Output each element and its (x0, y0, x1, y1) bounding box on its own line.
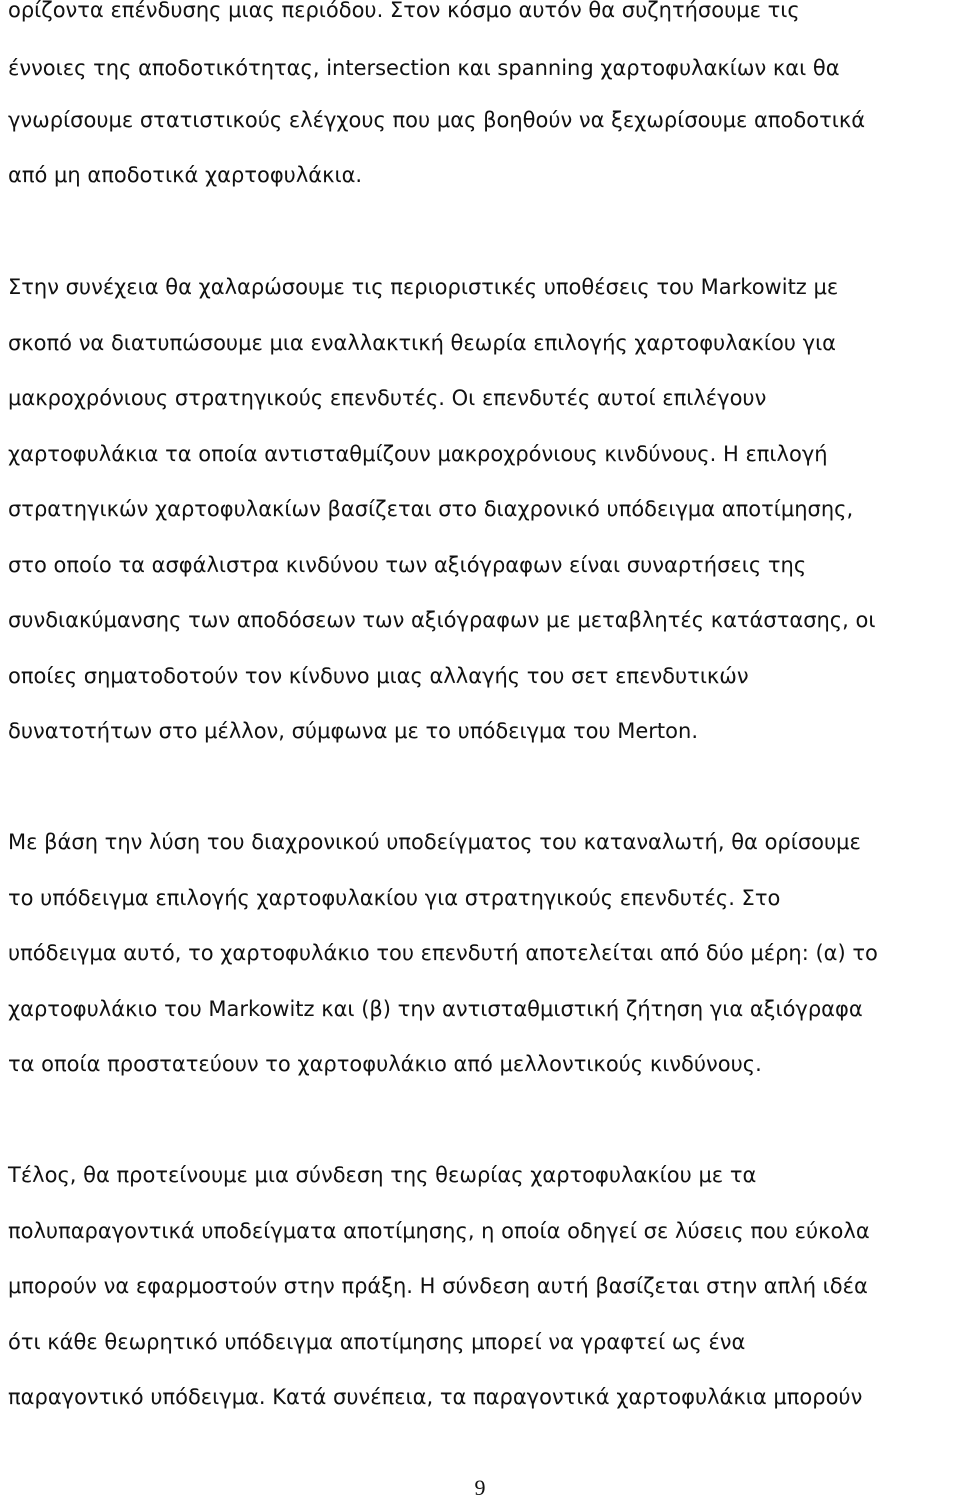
text-line: μπορούν να εφαρμοστούν στην πράξη. Η σύνδεση αυτή βασίζεται στην απλή ιδέα (8, 1274, 868, 1298)
text-line: οποίες σηματοδοτούν τον κίνδυνο μιας αλλαγής του σετ επενδυτικών (8, 664, 749, 688)
text-line: στρατηγικών χαρτοφυλακίων βασίζεται στο διαχρονικό υπόδειγμα αποτίμησης, (8, 497, 854, 521)
text-line: πολυπαραγοντικά υποδείγματα αποτίμησης, η οποία οδηγεί σε λύσεις που εύκολα (8, 1219, 870, 1243)
text-line: γνωρίσουμε στατιστικούς ελέγχους που μας βοηθούν να ξεχωρίσουμε αποδοτικά (8, 108, 866, 132)
text-line: χαρτοφυλάκιο του Markowitz και (β) την αντισταθμιστική ζήτηση για αξιόγραφα (8, 997, 863, 1021)
text-line: σκοπό να διατυπώσουμε μια εναλλακτική θεωρία επιλογής χαρτοφυλακίου για (8, 331, 837, 355)
text-line: Στην συνέχεια θα χαλαρώσουμε τις περιοριστικές υποθέσεις του Markowitz με (8, 275, 839, 299)
text-line: χαρτοφυλάκια τα οποία αντισταθμίζουν μακροχρόνιους κινδύνους. Η επιλογή (8, 442, 828, 466)
text-line: Τέλος, θα προτείνουμε μια σύνδεση της θεωρίας χαρτοφυλακίου με τα (8, 1163, 757, 1187)
text-line: έννοιες της αποδοτικότητας, intersection και spanning χαρτοφυλακίων και θα (8, 56, 840, 80)
text-line: συνδιακύμανσης των αποδόσεων των αξιόγραφων με μεταβλητές κατάστασης, οι (8, 608, 876, 632)
text-line: υπόδειγμα αυτό, το χαρτοφυλάκιο του επενδυτή αποτελείται από δύο μέρη: (α) το (8, 941, 878, 965)
text-line: παραγοντικό υπόδειγμα. Κατά συνέπεια, τα παραγοντικά χαρτοφυλάκια μπορούν (8, 1385, 863, 1409)
page-number: 9 (474, 1475, 486, 1500)
text-line: από μη αποδοτικά χαρτοφυλάκια. (8, 163, 363, 187)
text-line: το υπόδειγμα επιλογής χαρτοφυλακίου για στρατηγικούς επενδυτές. Στο (8, 886, 781, 910)
text-line: μακροχρόνιους στρατηγικούς επενδυτές. Οι επενδυτές αυτοί επιλέγουν (8, 386, 767, 410)
text-line: Με βάση την λύση του διαχρονικού υποδείγματος του καταναλωτή, θα ορίσουμε (8, 830, 861, 854)
text-line: ορίζοντα επένδυσης μιας περιόδου. Στον κόσμο αυτόν θα συζητήσουμε τις (8, 0, 800, 22)
text-line: στο οποίο τα ασφάλιστρα κινδύνου των αξιόγραφων είναι συναρτήσεις της (8, 553, 807, 577)
text-line: ότι κάθε θεωρητικό υπόδειγμα αποτίμησης μπορεί να γραφτεί ως ένα (8, 1330, 746, 1354)
text-line: τα οποία προστατεύουν το χαρτοφυλάκιο από μελλοντικούς κινδύνους. (8, 1052, 762, 1076)
text-line: δυνατοτήτων στο μέλλον, σύμφωνα με το υπόδειγμα του Merton. (8, 719, 698, 743)
